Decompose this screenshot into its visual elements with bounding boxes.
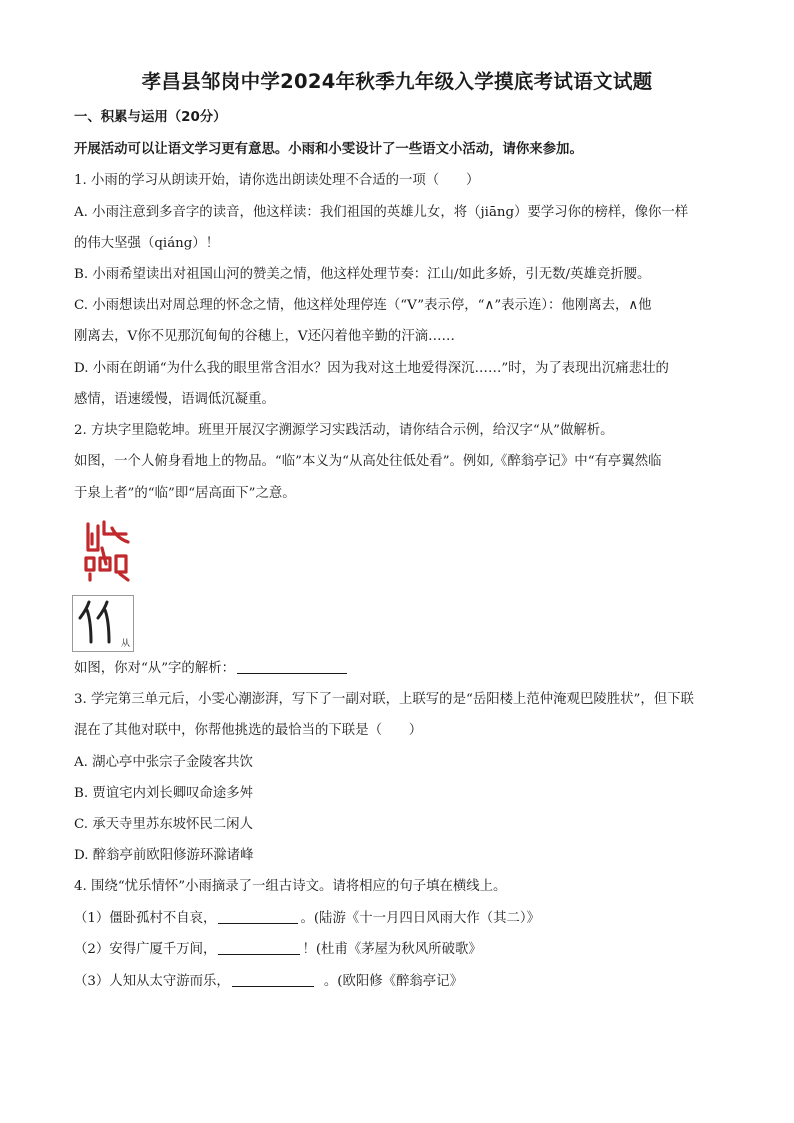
q4-item-2 — [74, 940, 734, 960]
q4-item-2-blank[interactable] — [218, 940, 300, 955]
q4-item-3 — [74, 972, 734, 992]
q1-option-a-cont: 的伟大坚强（qiáng）！ — [74, 236, 220, 251]
q2-para-cont: 于泉上者”的“临”即“居高面下”之意。 — [74, 486, 296, 501]
q4-item-1-post: 。(陆游《十一月四日风雨大作（其二）》 — [300, 911, 540, 926]
q4-item-2-pre: （2）安得广厦千万间， — [74, 942, 217, 957]
q3-option-b: B. 贾谊宅内刘长卿叹命途多舛 — [74, 786, 254, 801]
q4-item-1 — [74, 909, 734, 929]
q1-option-d-cont: 感情，语速缓慢，语调低沉凝重。 — [74, 392, 275, 407]
q2-para: 如图，一个人俯身看地上的物品。“临”本义为“从高处往低处看”。例如,《醉翁亭记》中“有亭翼然临 — [74, 454, 662, 469]
q3-stem-cont: 混在了其他对联中，你帮他挑选的最恰当的下联是（ ） — [74, 723, 423, 738]
q1-option-a: A. 小雨注意到多音字的读音，他这样读：我们祖国的英雄儿女，将（jiāng）要学习你的榜样，像你一样 — [74, 205, 689, 220]
q4-item-3-post: 。(欧阳修《醉翁亭记》 — [323, 974, 463, 989]
q2-stem: 2. 方块字里隐乾坤。班里开展汉字溯源学习实践活动，请你结合示例，给汉字“从”做解析。 — [74, 423, 614, 438]
cong-glyph-caption: 从 — [120, 639, 130, 649]
ancient-lin-glyph-image — [82, 520, 132, 582]
section-heading: 一、积累与运用（20分） — [74, 110, 227, 125]
section-intro: 开展活动可以让语文学习更有意思。小雨和小雯设计了一些语文小活动，请你来参加。 — [74, 142, 583, 157]
q4-item-1-pre: （1）僵卧孤村不自哀， — [74, 911, 217, 926]
q1-stem: 1. 小雨的学习从朗读开始，请你选出朗读处理不合适的一项（ ） — [74, 173, 480, 188]
q1-option-b: B. 小雨希望读出对祖国山河的赞美之情，他这样处理节奏：江山/如此多娇，引无数/英雄竞折腰。 — [74, 267, 651, 282]
q1-option-c-cont: 刚离去，V你不见那沉甸甸的谷穗上，V还闪着他辛勤的汗滴…… — [74, 329, 455, 344]
q3-stem: 3. 学完第三单元后，小雯心潮澎湃，写下了一副对联，上联写的是“岳阳楼上范仲淹观巴陵胜状”，但下联 — [74, 692, 694, 707]
q1-option-d: D. 小雨在朗诵“为什么我的眼里常含泪水？因为我对这土地爱得深沉……”时，为了表现出沉痛悲壮的 — [74, 361, 669, 376]
q2-answer-blank[interactable] — [237, 659, 347, 674]
q1-option-c: C. 小雨想读出对周总理的怀念之情，他这样处理停连（“V”表示停，“∧”表示连）：他刚离去，∧他 — [74, 298, 652, 313]
q3-option-c: C. 承天寺里苏东坡怀民二闲人 — [74, 817, 253, 832]
q4-item-1-blank[interactable] — [218, 909, 298, 924]
q3-option-d: D. 醉翁亭前欧阳修游环滁诸峰 — [74, 848, 254, 863]
q4-stem: 4. 围绕“忧乐情怀”小雨摘录了一组古诗文。请将相应的句子填在横线上。 — [74, 879, 507, 894]
page-title: 孝昌县邹岗中学2024年秋季九年级入学摸底考试语文试题 — [141, 70, 653, 93]
q4-item-3-blank[interactable] — [232, 972, 314, 987]
q4-item-3-pre: （3）人知从太守游而乐， — [74, 974, 230, 989]
q4-item-2-post: ！(杜甫《茅屋为秋风所破歌》 — [302, 942, 482, 957]
cong-glyph-box — [72, 595, 134, 652]
q3-option-a: A. 湖心亭中张宗子金陵客共饮 — [74, 755, 253, 770]
q2-answer-line — [74, 659, 734, 679]
q2-prompt: 如图，你对“从”字的解析： — [74, 661, 235, 676]
